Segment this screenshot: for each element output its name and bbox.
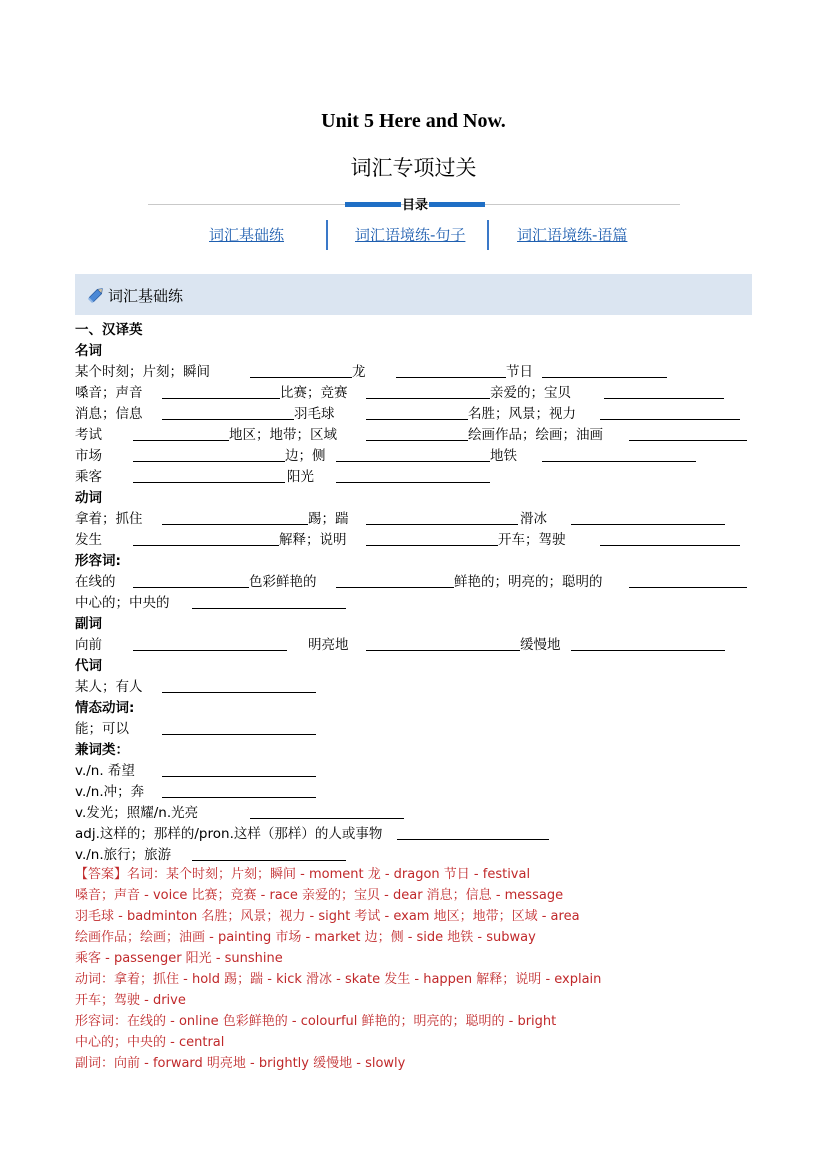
answer-blank[interactable] xyxy=(336,482,490,483)
term-label: 向前 xyxy=(75,637,102,653)
answer-blank[interactable] xyxy=(629,440,747,441)
answer-blank[interactable] xyxy=(133,482,285,483)
term-label: 某个时刻；片刻；瞬间 xyxy=(75,364,210,380)
term-label: adj.这样的；那样的/pron.这样（那样）的人或事物 xyxy=(75,826,383,842)
term-label: 边；侧 xyxy=(285,448,326,464)
category-label: 形容词: xyxy=(75,553,121,569)
exercise-heading: 一、汉译英 xyxy=(75,322,143,338)
category-label: 名词 xyxy=(75,343,102,359)
answer-blank[interactable] xyxy=(250,377,352,378)
answer-blank[interactable] xyxy=(162,692,316,693)
term-label: 绘画作品；绘画；油画 xyxy=(468,427,603,443)
category-label: 动词 xyxy=(75,490,102,506)
answer-blank[interactable] xyxy=(571,650,725,651)
category-label: 副词 xyxy=(75,616,102,632)
term-label: 踢；踹 xyxy=(308,511,349,527)
term-label: 地铁 xyxy=(490,448,517,464)
term-label: 拿着；抓住 xyxy=(75,511,143,527)
toc-link-basic[interactable]: 词汇基础练 xyxy=(209,226,285,244)
term-label: 某人；有人 xyxy=(75,679,143,695)
answer-blank[interactable] xyxy=(366,440,468,441)
term-label: v.发光；照耀/n.光亮 xyxy=(75,805,199,821)
term-label: 开车；驾驶 xyxy=(498,532,566,548)
answer-blank[interactable] xyxy=(366,524,518,525)
term-label: 羽毛球 xyxy=(294,406,335,422)
category-label: 情态动词: xyxy=(75,700,135,716)
term-label: 中心的；中央的 xyxy=(75,595,170,611)
term-label: 鲜艳的；明亮的；聪明的 xyxy=(454,574,603,590)
answer-blank[interactable] xyxy=(133,587,249,588)
answer-line: 动词：拿着；抓住 - hold 踢；踹 - kick 滑冰 - skate 发生 - happen 解释；说明 - explain xyxy=(75,972,602,987)
toc-label: 目录 xyxy=(401,198,428,213)
answer-blank[interactable] xyxy=(162,797,316,798)
answer-line: 副词：向前 - forward 明亮地 - brightly 缓慢地 - slowly xyxy=(75,1056,406,1071)
answer-line: 乘客 - passenger 阳光 - sunshine xyxy=(75,951,283,966)
pencil-icon xyxy=(86,285,106,305)
answer-blank[interactable] xyxy=(604,398,724,399)
answer-blank[interactable] xyxy=(629,587,747,588)
term-label: 阳光 xyxy=(287,469,314,485)
answer-line: 绘画作品；绘画；油画 - painting 市场 - market 边；侧 - side 地铁 - subway xyxy=(75,930,536,945)
answer-blank[interactable] xyxy=(396,377,506,378)
answer-line: 开车；驾驶 - drive xyxy=(75,993,186,1008)
term-label: 明亮地 xyxy=(308,637,349,653)
toc-separator xyxy=(326,220,328,250)
answer-blank[interactable] xyxy=(162,524,308,525)
category-label: 兼词类： xyxy=(75,742,129,758)
answer-blank[interactable] xyxy=(336,587,454,588)
term-label: 色彩鲜艳的 xyxy=(249,574,317,590)
term-label: 在线的 xyxy=(75,574,116,590)
answer-blank[interactable] xyxy=(162,734,316,735)
answer-blank[interactable] xyxy=(162,398,280,399)
answer-blank[interactable] xyxy=(133,545,279,546)
answer-blank[interactable] xyxy=(542,377,667,378)
answer-blank[interactable] xyxy=(366,419,468,420)
term-label: 龙 xyxy=(352,364,366,380)
term-label: 名胜；风景；视力 xyxy=(468,406,576,422)
answer-blank[interactable] xyxy=(162,419,294,420)
toc-link-passage[interactable]: 词汇语境练-语篇 xyxy=(517,226,628,244)
term-label: 滑冰 xyxy=(520,511,547,527)
category-label: 代词 xyxy=(75,658,102,674)
term-label: 发生 xyxy=(75,532,102,548)
answer-blank[interactable] xyxy=(571,524,725,525)
answer-blank[interactable] xyxy=(366,650,520,651)
answer-blank[interactable] xyxy=(250,818,404,819)
answer-blank[interactable] xyxy=(192,860,346,861)
term-label: 考试 xyxy=(75,427,102,443)
answer-blank[interactable] xyxy=(600,545,740,546)
term-label: 亲爱的；宝贝 xyxy=(490,385,571,401)
term-label: 比赛；竞赛 xyxy=(280,385,348,401)
term-label: 乘客 xyxy=(75,469,102,485)
answer-blank[interactable] xyxy=(336,461,490,462)
term-label: v./n. 希望 xyxy=(75,763,135,779)
answer-line: 形容词：在线的 - online 色彩鲜艳的 - colourful 鲜艳的；明亮的；聪明的 - bright xyxy=(75,1014,557,1029)
answer-blank[interactable] xyxy=(600,419,740,420)
answer-blank[interactable] xyxy=(133,440,229,441)
section-title: 词汇基础练 xyxy=(108,287,184,305)
term-label: 消息；信息 xyxy=(75,406,143,422)
term-label: 缓慢地 xyxy=(520,637,561,653)
term-label: 市场 xyxy=(75,448,102,464)
answer-blank[interactable] xyxy=(192,608,346,609)
answer-blank[interactable] xyxy=(542,461,696,462)
document-title: Unit 5 Here and Now. xyxy=(321,110,506,132)
term-label: 地区；地带；区域 xyxy=(229,427,337,443)
answer-blank[interactable] xyxy=(397,839,549,840)
term-label: v./n.冲；奔 xyxy=(75,784,145,800)
toc-separator xyxy=(487,220,489,250)
term-label: 能；可以 xyxy=(75,721,129,737)
document-subtitle: 词汇专项过关 xyxy=(350,156,477,180)
answer-blank[interactable] xyxy=(133,461,285,462)
answer-blank[interactable] xyxy=(366,545,498,546)
term-label: 解释；说明 xyxy=(279,532,347,548)
answer-blank[interactable] xyxy=(162,776,316,777)
toc-link-sentence[interactable]: 词汇语境练-句子 xyxy=(355,226,466,244)
answer-line: 中心的；中央的 - central xyxy=(75,1035,225,1050)
term-label: 嗓音；声音 xyxy=(75,385,143,401)
answer-line: 【答案】名词：某个时刻；片刻；瞬间 - moment 龙 - dragon 节日 - festival xyxy=(75,867,531,882)
answer-line: 羽毛球 - badminton 名胜；风景；视力 - sight 考试 - exam 地区；地带；区域 - area xyxy=(75,909,580,924)
toc-accent-left xyxy=(345,202,401,207)
toc-accent-right xyxy=(429,202,485,207)
answer-line: 嗓音；声音 - voice 比赛；竞赛 - race 亲爱的；宝贝 - dear 消息；信息 - message xyxy=(75,888,564,903)
term-label: v./n.旅行；旅游 xyxy=(75,847,172,863)
answer-blank[interactable] xyxy=(366,398,490,399)
term-label: 节日 xyxy=(506,364,533,380)
answer-blank[interactable] xyxy=(133,650,287,651)
